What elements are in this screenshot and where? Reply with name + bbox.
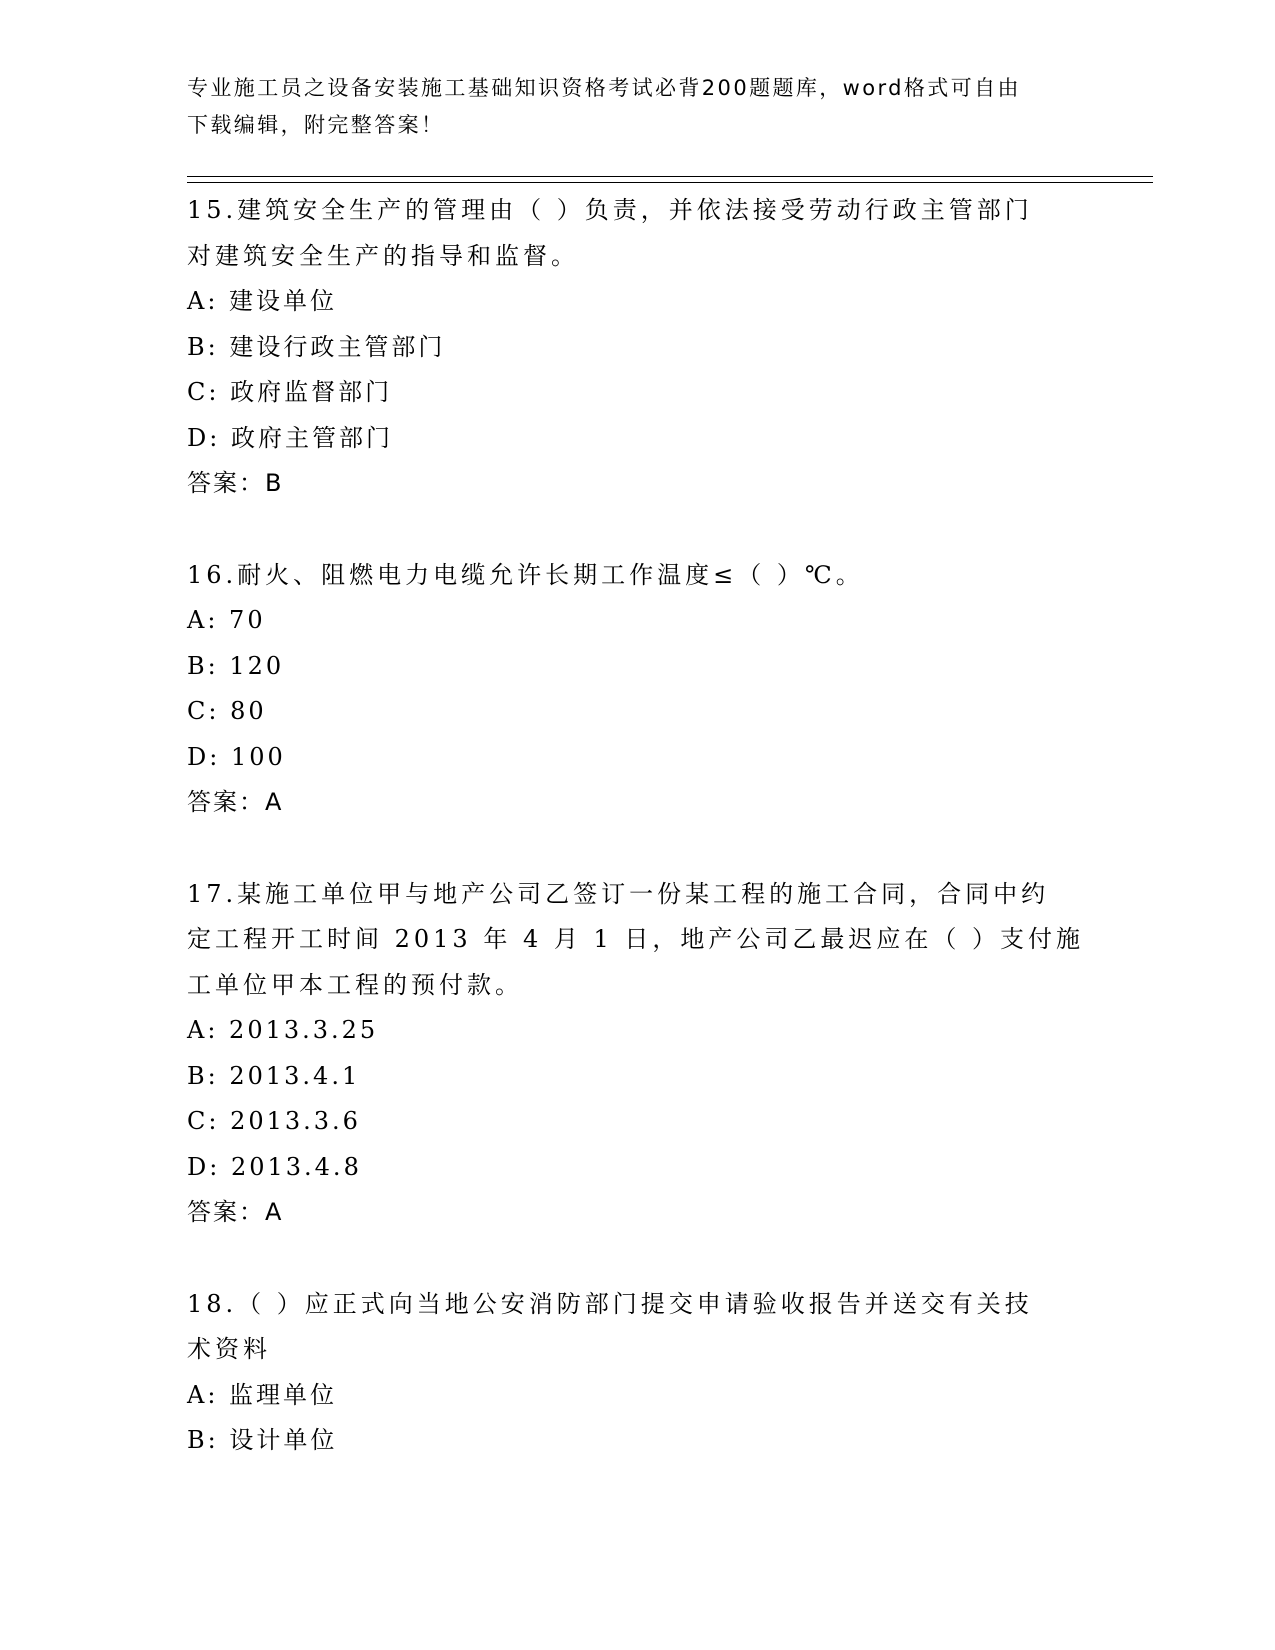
- option-c: C: 2013.3.6: [187, 1107, 361, 1135]
- question-text-line: 术资料: [187, 1335, 271, 1363]
- question-15: [187, 188, 1087, 507]
- question-text-line: 工单位甲本工程的预付款。: [187, 970, 523, 999]
- answer-line: 答案：A: [187, 1198, 284, 1226]
- option-c: C: 政府监督部门: [187, 378, 393, 406]
- header-line-1: 专业施工员之设备安装施工基础知识资格考试必背200题题库，word格式可自由: [187, 76, 1021, 100]
- option-b: B: 120: [187, 651, 285, 680]
- option-b: B: 建设行政主管部门: [187, 332, 446, 361]
- header-line-2: 下载编辑，附完整答案！: [187, 113, 445, 137]
- option-b: B: 2013.4.1: [187, 1061, 361, 1090]
- question-16: [187, 553, 1087, 826]
- header-divider-top: [187, 176, 1153, 177]
- option-a: A: 监理单位: [187, 1380, 338, 1409]
- question-text-line: 17.某施工单位甲与地产公司乙签订一份某工程的施工合同，合同中约: [187, 879, 1050, 908]
- option-d: D: 2013.4.8: [187, 1152, 362, 1181]
- question-text-line: 15.建筑安全生产的管理由（ ）负责，并依法接受劳动行政主管部门: [187, 196, 1033, 224]
- question-text-line: 18.（ ）应正式向当地公安消防部门提交申请验收报告并送交有关技: [187, 1289, 1033, 1318]
- document-header: [187, 70, 1067, 144]
- answer-line: 答案：B: [187, 469, 284, 497]
- option-c: C: 80: [187, 697, 267, 725]
- header-divider-bottom: [187, 182, 1153, 183]
- question-text-line: 定工程开工时间 2013 年 4 月 1 日，地产公司乙最迟应在（ ）支付施: [187, 925, 1085, 953]
- question-17: [187, 872, 1087, 1236]
- question-18: [187, 1282, 1087, 1464]
- option-d: D: 100: [187, 742, 286, 771]
- option-d: D: 政府主管部门: [187, 423, 393, 452]
- question-text-line: 对建筑安全生产的指导和监督。: [187, 241, 579, 270]
- option-a: A: 建设单位: [187, 287, 338, 315]
- answer-line: 答案：A: [187, 788, 284, 816]
- option-a: A: 2013.3.25: [187, 1016, 379, 1044]
- question-list: [187, 188, 1087, 1464]
- option-b: B: 设计单位: [187, 1426, 338, 1454]
- question-text-line: 16.耐火、阻燃电力电缆允许长期工作温度≤（ ）℃。: [187, 560, 864, 589]
- option-a: A: 70: [187, 606, 266, 634]
